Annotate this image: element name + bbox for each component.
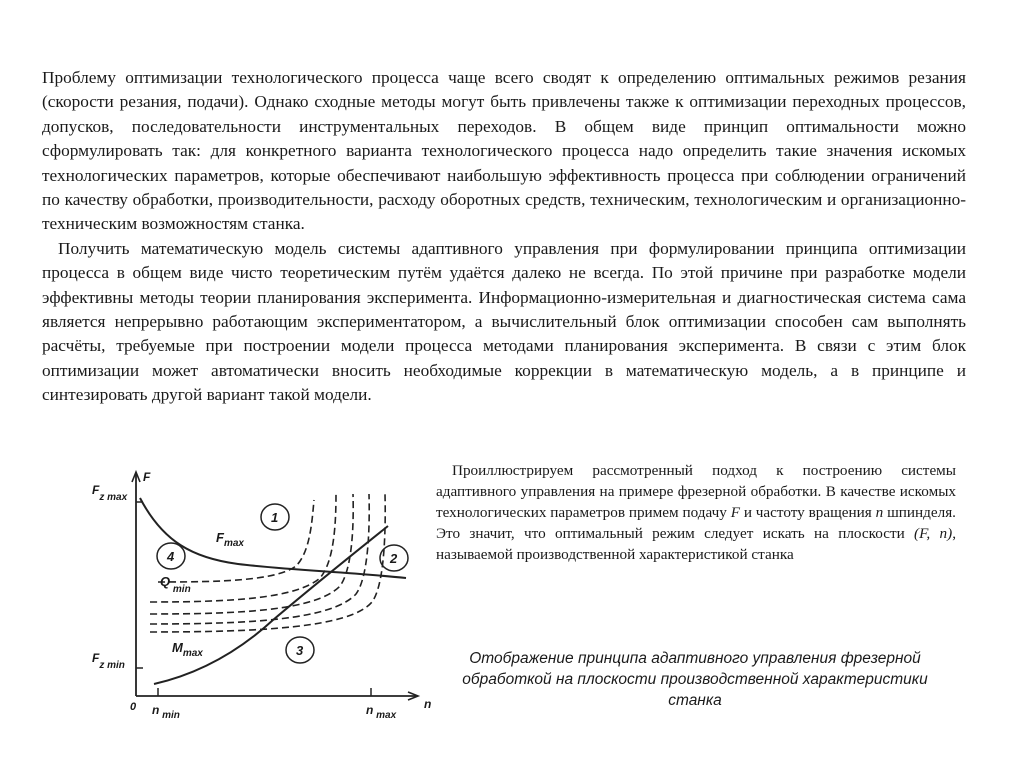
region-2-label: 2 (390, 551, 398, 566)
fz-max-sub: z max (99, 492, 128, 503)
side-var-n: n (875, 504, 884, 521)
region-3-label: 3 (296, 643, 304, 658)
x-axis-label: n (424, 697, 432, 711)
fz-min-sub: z min (99, 660, 125, 671)
figure-caption: Отображение принципа адаптивного управления фрезерной обработкой на плоскости производственной характеристики станка (462, 650, 928, 709)
mmax-main: M (172, 640, 183, 655)
n-max-main: n (366, 703, 374, 717)
qmin-curve-label (160, 574, 191, 595)
side-text (436, 460, 956, 565)
fz-min-main: F (92, 651, 100, 665)
fmax-curve-label (216, 530, 244, 549)
region-4-label: 4 (167, 549, 175, 564)
side-var-f: F (730, 504, 740, 521)
fz-max-main: F (92, 483, 100, 497)
fz-min-label (92, 651, 125, 671)
n-max-label (366, 703, 397, 721)
fz-max-label (92, 483, 128, 503)
fmax-main: F (216, 530, 224, 545)
side-plane: (F, n) (914, 525, 953, 542)
qmin-curve-4 (150, 494, 369, 624)
fmax-sub: max (223, 538, 244, 549)
qmin-main: Q (160, 574, 171, 589)
mmax-sub: max (182, 648, 203, 659)
figure-svg (88, 462, 433, 732)
production-characteristic-figure (88, 462, 433, 732)
qmin-sub: min (170, 584, 191, 595)
main-text (42, 66, 966, 408)
qmin-curve-3 (150, 494, 353, 614)
mmax-curve-label (172, 640, 203, 659)
side-paragraph (436, 460, 956, 565)
paragraph-1: Проблему оптимизации технологического процесса чаще всего сводят к определению оптимальных режимов резания (скорости резания, подачи). Однако сходные методы могут быть привлечены также к оптимизации переходных процессов, допусков, последовательности инструментальных переходов. В общем виде принцип оптимальности можно сформулировать так: для конкретного варианта технологического процесса надо определить такие значения искомых технологических параметров, которые обеспечивают наибольшую эффективность процесса при соблюдении ограничений по качеству обработки, производительности, расходу оборотных средств, техническим, технологическим и организационно-техническим возможностям станка. (42, 68, 966, 234)
region-1-label: 1 (271, 510, 279, 525)
side-part-1: Проиллюстрируем рассмотренный подход к построению системы адаптивного управления на примере фрезерной обработки. В качестве искомых технологических параметров примем подачу (436, 462, 956, 521)
side-part-3: шпинделя. Это значит, что оптимальный режим следует искать на плоскости (436, 504, 956, 542)
n-min-main: n (152, 703, 160, 717)
origin-label: 0 (130, 701, 137, 713)
side-part-2: и частоту вращения (739, 504, 876, 521)
y-axis-label: F (143, 470, 151, 484)
n-min-sub: min (159, 710, 180, 721)
n-min-label (152, 703, 180, 721)
side-part-4: , называемой производственной характеристикой станка (436, 525, 956, 563)
n-max-sub: max (373, 710, 397, 721)
paragraph-2: Получить математическую модель системы адаптивного управления при формулировании принципа оптимизации процесса в общем виде чисто теоретическим путём удаётся далеко не всегда. По этой причине при разработке модели эффективны методы теории планирования эксперимента. Информационно-измерительная и диагностическая система сама является непрерывно работающим экспериментатором, а вычислительный блок оптимизации способен сам выполнять расчёты, требуемые при построении модели процесса методами планирования эксперимента. В связи с этим блок оптимизации может автоматически вносить необходимые коррекции в математическую модель, а в принципе и синтезировать другой вариант такой модели. (42, 238, 966, 405)
qmin-curve-5 (150, 494, 385, 632)
